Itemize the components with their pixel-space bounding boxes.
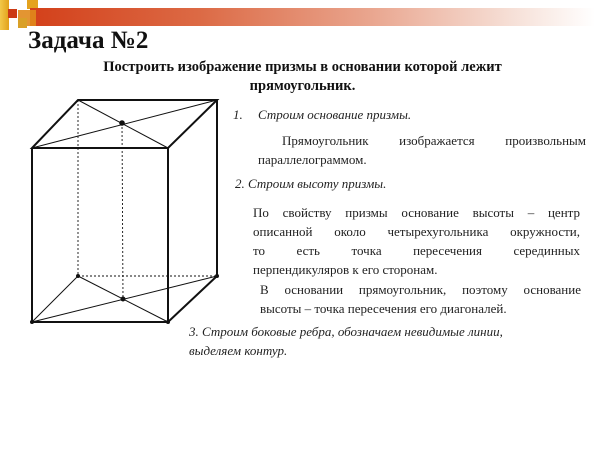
step-1-number: 1.	[233, 107, 243, 122]
bottom-edge-back-left	[32, 276, 78, 322]
step-1-text	[258, 131, 586, 169]
step-3-heading-line1	[189, 322, 503, 341]
vertex-point	[76, 274, 80, 278]
task-statement-line1: Построить изображение призмы в основании которой лежит	[103, 59, 502, 75]
vertex-point	[30, 320, 34, 324]
bottom-center-point	[121, 297, 126, 302]
step-2-p2-line1: В основании прямоугольник, поэтому основание	[260, 282, 581, 297]
step-3-heading-line2: выделяем контур.	[189, 343, 288, 358]
step-2-p1-line2: описанной около четырехугольника окружности,	[253, 224, 580, 239]
step-2-p1-line3: то есть точка пересечения серединных	[253, 243, 580, 258]
step-3-number: 3.	[189, 324, 199, 339]
step-3-title: Строим боковые ребра, обозначаем невидимые линии,	[202, 324, 503, 339]
vertex-point	[166, 320, 170, 324]
page-title: Задача №2	[28, 27, 149, 54]
step-2-p1-line4: перпендикуляров к его сторонам.	[253, 262, 438, 277]
hidden-height-line	[122, 123, 123, 299]
step-2-p2-line2: высоты – точка пересечения его диагоналей.	[260, 301, 507, 316]
top-center-point	[119, 120, 125, 126]
step-2-p1-line1: По свойству призмы основание высоты – центр	[253, 205, 580, 220]
task-statement-line2: прямоугольник.	[249, 78, 356, 94]
vertex-point	[215, 274, 219, 278]
step-1-heading	[233, 107, 411, 123]
step-3-heading	[189, 322, 503, 360]
step-2-title: Строим высоту призмы.	[248, 176, 387, 191]
step-2-number: 2.	[235, 176, 245, 191]
step-1-text-line2: параллелограммом.	[258, 152, 367, 167]
step-2-paragraph-1	[253, 203, 580, 279]
step-2-paragraph-2	[260, 280, 581, 318]
step-1-text-line1: Прямоугольник изображается произвольным	[282, 133, 586, 148]
step-1-title: Строим основание призмы.	[258, 107, 412, 122]
bottom-edge-right	[168, 276, 217, 322]
step-2-heading	[235, 176, 386, 192]
